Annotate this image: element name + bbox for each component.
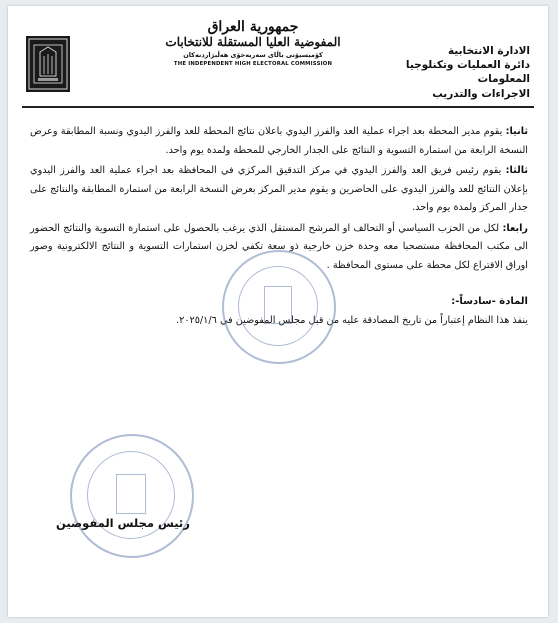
paragraph-text: يقوم مدير المحطة بعد اجراء عملية العد والفرز اليدوي باعلان نتائج المحطة للعد والفرز اليدوي ونسبة المطابقة وعرض النسخة الرابعة من استمارة التسوية و النتائج على الجدار الخارجي للمحطة ولمدة يوم واحد. [30, 126, 528, 156]
org-name-line-2: المفوضية العليا المستقلة للانتخابات [165, 35, 341, 50]
dept-line-3: الاجراءات والتدريب [432, 87, 530, 100]
article-title: المادة -سادساً-: [451, 296, 528, 307]
org-name-kurdish: كۆمیسیۆنی باڵای سەربەخۆی هەڵبژاردنەکان [183, 50, 323, 59]
dept-line-1: الادارة الانتخابية [447, 45, 530, 57]
article-text: ينفذ هذا النظام إعتباراً من تاريخ المصادقة عليه من قبل مجلس المفوضين في ٢٠٢٥/١/٦. [176, 314, 528, 326]
dept-line-2: دائرة العمليات وتكنلوجيا المعلومات [405, 59, 530, 86]
paragraph-text: لكل من الحزب السياسي أو التحالف او المرشح المستقل الذي يرغب بالحصول على استمارة التسوية والنتائج الحضور الى مكتب المحافظة مستصحبا معه وحدة خزن خارجية ذو سعة تكفي لخزن استمارات التسوية و النتائج الالكترونية وصور اوراق الاقتراع لكل محطة على مستوى المحافظة . [30, 222, 528, 271]
document-page [8, 6, 548, 617]
paragraph-label: ثالثا: [505, 165, 528, 176]
org-name-english: THE INDEPENDENT HIGH ELECTORAL COMMISSION [173, 60, 333, 67]
official-stamp-icon [222, 250, 336, 364]
org-name-line-1: جمهورية العراق [207, 19, 299, 35]
paragraph-second [30, 123, 528, 160]
commission-logo-icon [26, 36, 70, 92]
paragraph-third [30, 162, 528, 218]
paragraph-label: ثانيا: [505, 126, 528, 137]
department-header [360, 44, 530, 101]
header-divider [22, 106, 534, 108]
paragraph-label: رابعا: [502, 222, 528, 234]
signature-title: رئيس مجلس المفوضين [56, 516, 190, 530]
official-stamp-icon [70, 434, 194, 558]
organization-letterhead [158, 20, 348, 67]
paragraph-text: يقوم رئيس فريق العد والفرز اليدوي في مركز التدقيق المركزي في المحافظة بعد اجراء عملية العد والفرز اليدوي بإعلان النتائج للعد والفرز اليدوي على الحاضرين و يقوم مدير المركز بعرض النسخة الرابعة من استمارة المطابقة والنتائج على جدار المركز ولمدة يوم واحد. [30, 165, 528, 213]
